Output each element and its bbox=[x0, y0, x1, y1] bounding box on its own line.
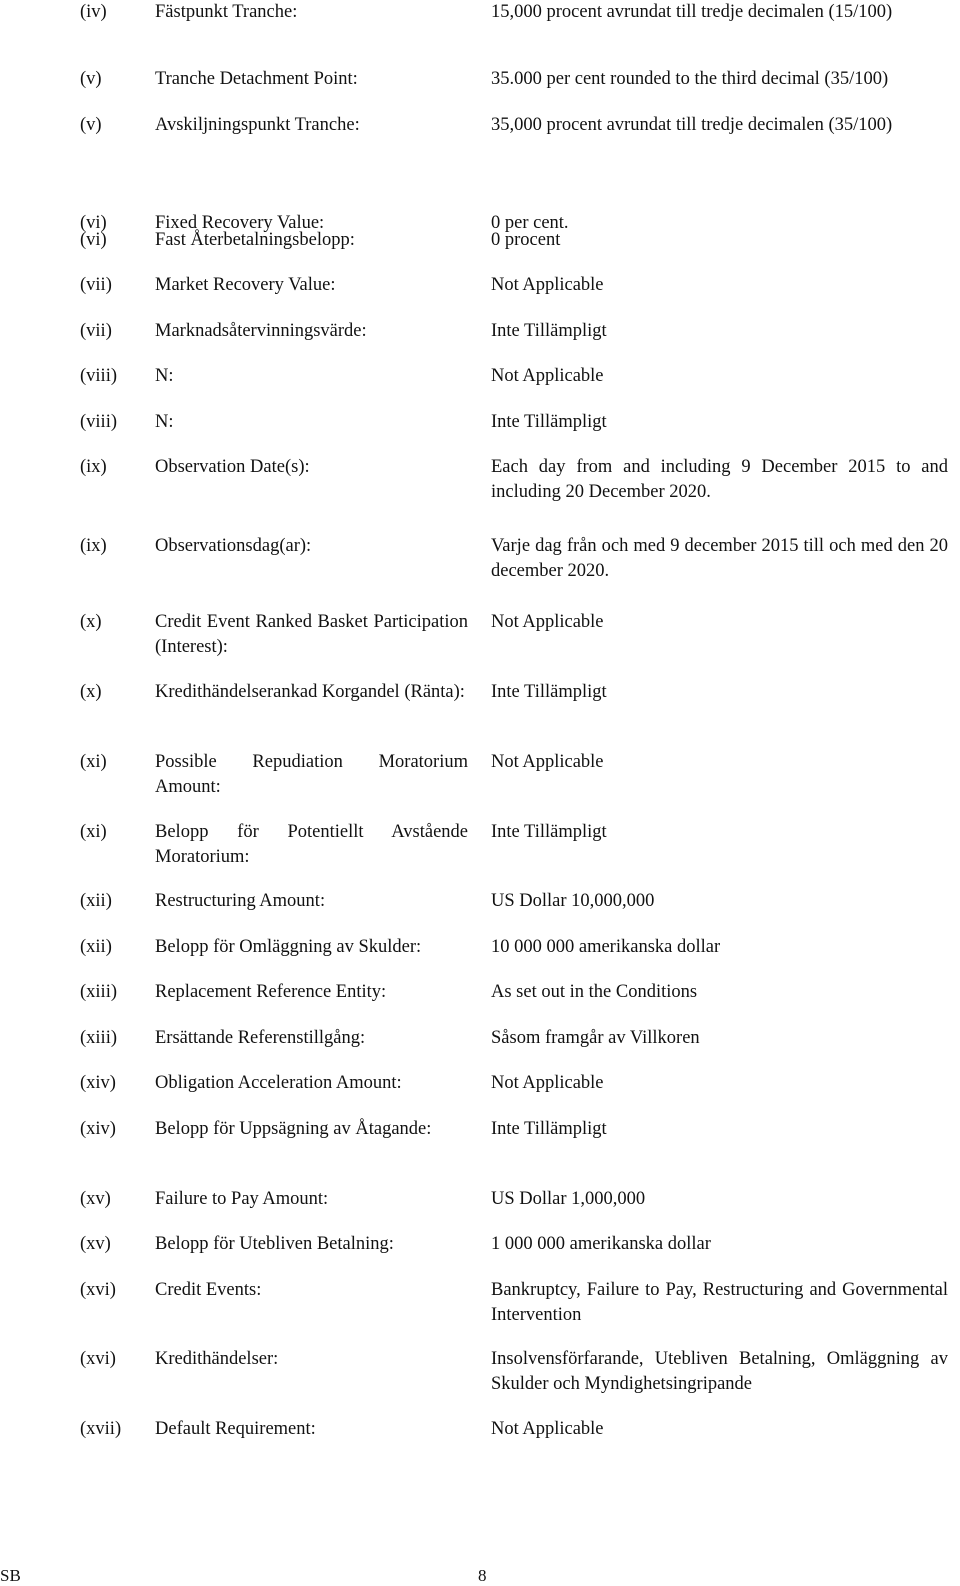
entry-number: (xvi) bbox=[80, 1349, 116, 1369]
entry-label: Failure to Pay Amount: bbox=[155, 1189, 329, 1209]
entry-value: Not Applicable bbox=[491, 1419, 604, 1439]
entry-number: (xvii) bbox=[80, 1419, 122, 1439]
entry-value: Not Applicable bbox=[491, 275, 604, 295]
entry-value: Each day from and including 9 December 2015 to and including 20 December 2020. bbox=[491, 457, 948, 502]
entry-label: Observationsdag(ar): bbox=[155, 536, 312, 556]
entry-label: Market Recovery Value: bbox=[155, 275, 336, 295]
entry-number: (x) bbox=[80, 612, 102, 632]
entry-number: (v) bbox=[80, 115, 102, 135]
entry-value: 15,000 procent avrundat till tredje decimalen (15/100) bbox=[491, 2, 893, 22]
entry-label: Replacement Reference Entity: bbox=[155, 982, 387, 1002]
entry-number: (xvi) bbox=[80, 1280, 116, 1300]
entry-number: (xiv) bbox=[80, 1119, 116, 1139]
entry-label: Belopp för Omläggning av Skulder: bbox=[155, 937, 422, 957]
entry-value: 35,000 procent avrundat till tredje decimalen (35/100) bbox=[491, 115, 893, 135]
page-number: 8 bbox=[478, 1566, 487, 1585]
entry-value: 35.000 per cent rounded to the third decimal (35/100) bbox=[491, 69, 889, 89]
entry-label: Restructuring Amount: bbox=[155, 891, 326, 911]
entry-label: Default Requirement: bbox=[155, 1419, 316, 1439]
entry-label: Fixed Recovery Value: bbox=[155, 213, 325, 233]
entry-number: (xi) bbox=[80, 822, 107, 842]
entry-value: Såsom framgår av Villkoren bbox=[491, 1028, 700, 1048]
entry-value: 0 per cent. bbox=[491, 213, 569, 233]
entry-label: Credit Event Ranked Basket Participation (Interest): bbox=[155, 612, 468, 657]
entry-value: 0 procent bbox=[491, 230, 561, 250]
entry-value: Not Applicable bbox=[491, 752, 604, 772]
entry-number: (ix) bbox=[80, 536, 107, 556]
entry-number: (xiv) bbox=[80, 1073, 116, 1093]
entry-label: Avskiljningspunkt Tranche: bbox=[155, 115, 360, 135]
entry-value: Not Applicable bbox=[491, 1073, 604, 1093]
entry-label: Belopp för Utebliven Betalning: bbox=[155, 1234, 394, 1254]
entry-label: Possible Repudiation Moratorium Amount: bbox=[155, 752, 468, 797]
entry-number: (xi) bbox=[80, 752, 107, 772]
entry-value: 10 000 000 amerikanska dollar bbox=[491, 937, 721, 957]
entry-label: Kredithändelserankad Korgandel (Ränta): bbox=[155, 682, 465, 702]
entry-label: Fästpunkt Tranche: bbox=[155, 2, 298, 22]
entry-label: Belopp för Uppsägning av Åtagande: bbox=[155, 1119, 432, 1139]
entry-label: Observation Date(s): bbox=[155, 457, 310, 477]
entry-number: (vi) bbox=[80, 213, 107, 233]
entry-label: Kredithändelser: bbox=[155, 1349, 279, 1369]
footer-initials: SB bbox=[0, 1566, 21, 1585]
entry-number: (vi) bbox=[80, 230, 107, 250]
entry-number: (vii) bbox=[80, 275, 112, 295]
entry-value: Not Applicable bbox=[491, 612, 604, 632]
entry-number: (xii) bbox=[80, 891, 112, 911]
entry-label: N: bbox=[155, 412, 174, 432]
entry-number: (vii) bbox=[80, 321, 112, 341]
entry-number: (iv) bbox=[80, 2, 107, 22]
entry-value: US Dollar 1,000,000 bbox=[491, 1189, 646, 1209]
entry-value: Inte Tillämpligt bbox=[491, 1119, 607, 1139]
entry-number: (viii) bbox=[80, 366, 117, 386]
entry-value: Insolvensförfarande, Utebliven Betalning, Omläggning av Skulder och Myndighetsingripande bbox=[491, 1349, 948, 1394]
entry-label: Credit Events: bbox=[155, 1280, 262, 1300]
entry-label: Tranche Detachment Point: bbox=[155, 69, 358, 89]
entry-number: (xv) bbox=[80, 1234, 111, 1254]
entry-number: (xv) bbox=[80, 1189, 111, 1209]
entry-label: N: bbox=[155, 366, 174, 386]
entry-number: (xiii) bbox=[80, 1028, 117, 1048]
entry-number: (xii) bbox=[80, 937, 112, 957]
entry-value: Varje dag från och med 9 december 2015 till och med den 20 december 2020. bbox=[491, 536, 948, 581]
entry-label: Fast Återbetalningsbelopp: bbox=[155, 230, 355, 250]
entry-value: Inte Tillämpligt bbox=[491, 822, 607, 842]
entry-value: Bankruptcy, Failure to Pay, Restructuring and Governmental Intervention bbox=[491, 1280, 948, 1325]
entry-value: Inte Tillämpligt bbox=[491, 682, 607, 702]
entry-value: US Dollar 10,000,000 bbox=[491, 891, 655, 911]
entry-number: (viii) bbox=[80, 412, 117, 432]
entry-number: (x) bbox=[80, 682, 102, 702]
entry-value: Not Applicable bbox=[491, 366, 604, 386]
entry-value: Inte Tillämpligt bbox=[491, 321, 607, 341]
entry-value: 1 000 000 amerikanska dollar bbox=[491, 1234, 711, 1254]
entry-label: Ersättande Referenstillgång: bbox=[155, 1028, 366, 1048]
entry-number: (v) bbox=[80, 69, 102, 89]
entry-label: Obligation Acceleration Amount: bbox=[155, 1073, 402, 1093]
entry-label: Belopp för Potentiellt Avstående Moratorium: bbox=[155, 822, 468, 867]
entry-label: Marknadsåtervinningsvärde: bbox=[155, 321, 367, 341]
entry-number: (xiii) bbox=[80, 982, 117, 1002]
entry-number: (ix) bbox=[80, 457, 107, 477]
entry-value: As set out in the Conditions bbox=[491, 982, 698, 1002]
entry-value: Inte Tillämpligt bbox=[491, 412, 607, 432]
